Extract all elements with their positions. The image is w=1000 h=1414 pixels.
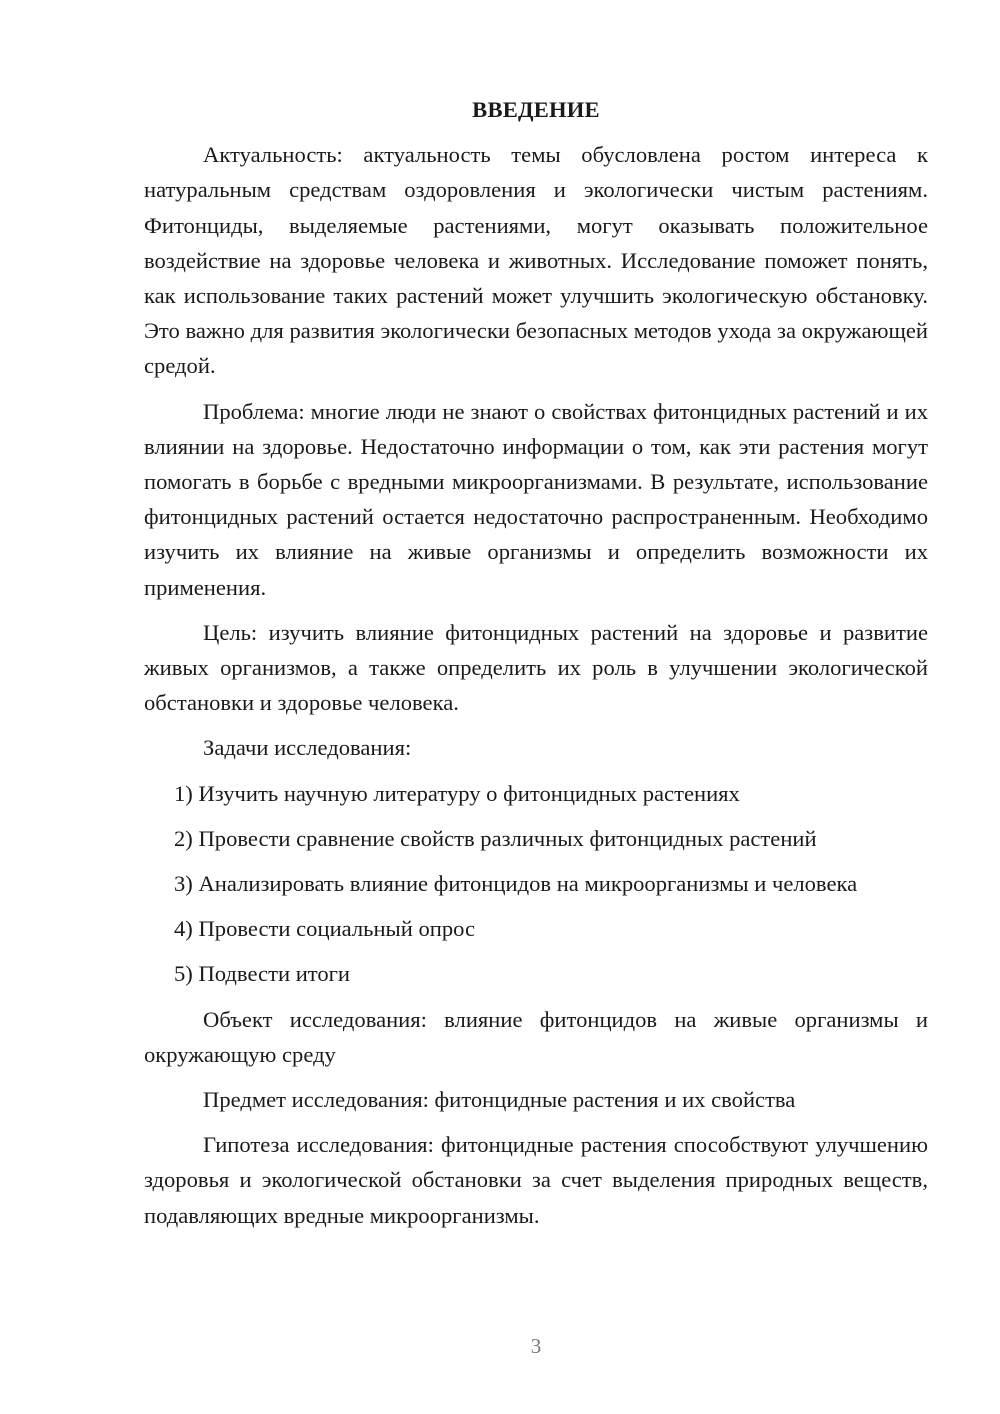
page-content: [144, 92, 928, 1243]
tasks-title: Задачи исследования:: [203, 735, 412, 761]
page-number: 3: [530, 1334, 542, 1358]
hypothesis-paragraph: Гипотеза исследования: фитонцидные растения способствуют улучшению здоровья и экологической обстановки за счет выделения природных веществ, подавляющих вредные микроорганизмы.: [144, 1132, 928, 1228]
task-item-5: 5) Подвести итоги: [174, 961, 351, 987]
relevance-paragraph: Актуальность: актуальность темы обусловлена ростом интереса к натуральным средствам оздоровления и экологически чистым растениям. Фитонциды, выделяемые растениями, могут оказывать положительное воздействие на здоровье человека и животных. Исследование поможет понять, как использование таких растений может улучшить экологическую обстановку. Это важно для развития экологически безопасных методов ухода за окружающей средой.: [144, 142, 928, 379]
problem-paragraph: Проблема: многие люди не знают о свойствах фитонцидных растений и их влиянии на здоровье. Недостаточно информации о том, как эти растения могут помогать в борьбе с вредными микроорганизмами. В результате, использование фитонцидных растений остается недостаточно распространенным. Необходимо изучить их влияние на живые организмы и определить возможности их применения.: [144, 398, 928, 600]
subject-paragraph: Предмет исследования: фитонцидные растения и их свойства: [203, 1087, 796, 1113]
task-item-4: 4) Провести социальный опрос: [174, 916, 476, 942]
task-item-1: 1) Изучить научную литературу о фитонцидных растениях: [174, 780, 740, 806]
task-item-3: 3) Анализировать влияние фитонцидов на микроорганизмы и человека: [174, 871, 858, 897]
section-heading: ВВЕДЕНИЕ: [472, 97, 600, 122]
goal-paragraph: Цель: изучить влияние фитонцидных растений на здоровье и развитие живых организмов, а также определить их роль в улучшении экологической обстановки и здоровье человека.: [144, 619, 928, 716]
task-item-2: 2) Провести сравнение свойств различных фитонцидных растений: [174, 825, 817, 851]
object-paragraph: Объект исследования: влияние фитонцидов на живые организмы и окружающую среду: [144, 1006, 928, 1067]
